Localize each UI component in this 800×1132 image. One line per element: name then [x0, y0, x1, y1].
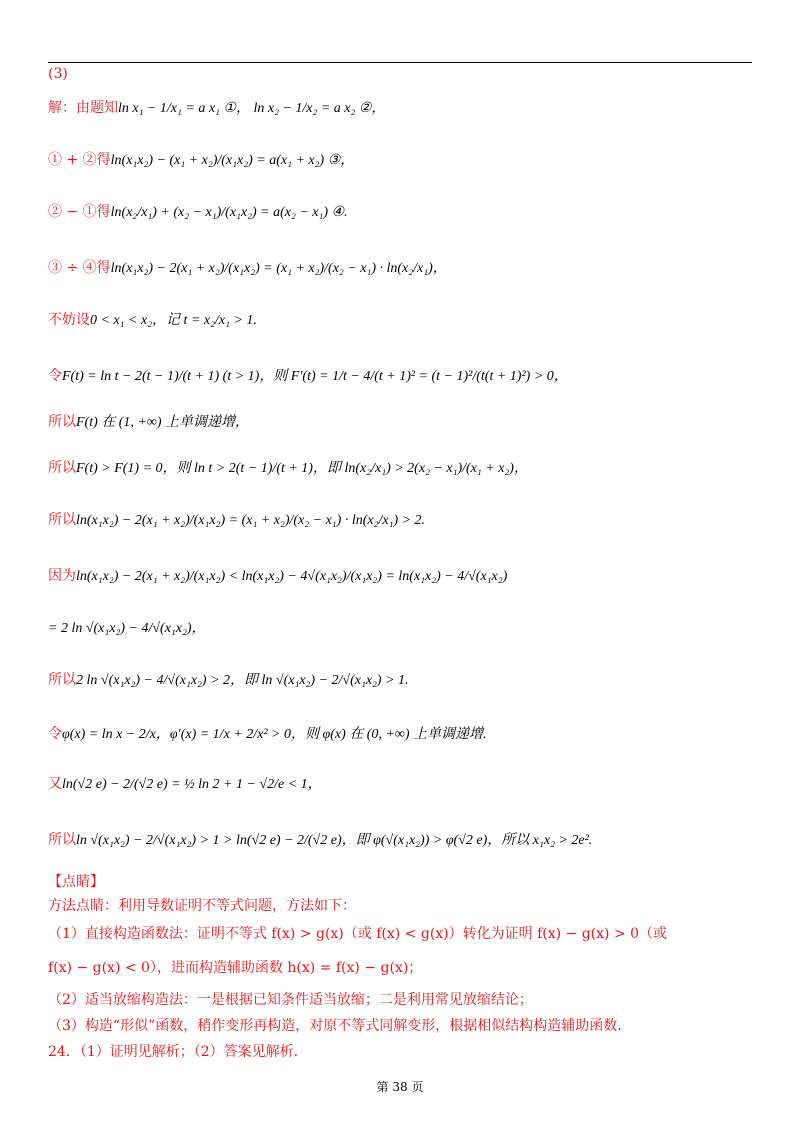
solution-line-14: 又ln(√2 e) − 2/(√2 e) = ½ ln 2 + 1 − √2/e < 1，	[48, 776, 322, 792]
answer-24: 24．（1）证明见解析；（2）答案见解析.	[48, 1044, 299, 1060]
solution-line-9: 所以ln(x₁x₂) − 2(x₁ + x₂)/(x₁x₂) = (x₁ + x₂)/(x₂ − x₁) · ln(x₂/x₁) > 2.	[48, 512, 426, 528]
solution-line-12: 所以2 ln √(x₁x₂) − 4/√(x₁x₂) > 2，即 ln √(x₁x₂) − 2/√(x₁x₂) > 1.	[48, 672, 409, 688]
solution-line-10: 因为ln(x₁x₂) − 2(x₁ + x₂)/(x₁x₂) < ln(x₁x₂) − 4√(x₁x₂)/(x₁x₂) = ln(x₁x₂) − 4/√(x₁x₂)	[48, 568, 508, 584]
solution-line-1: 解：由题知ln x₁ − 1/x₁ = a x₁ ①， ln x₂ − 1/x₂ = a x₂ ②，	[48, 100, 386, 116]
tip-line-4: （2）适当放缩构造法：一是根据已知条件适当放缩；二是利用常见放缩结论；	[48, 992, 533, 1008]
solution-line-4: ③ ÷ ④得ln(x₁x₂) − 2(x₁ + x₂)/(x₁x₂) = (x₁ + x₂)/(x₂ − x₁) · ln(x₂/x₁)，	[48, 260, 447, 276]
page-number: 第 38 页	[376, 1080, 424, 1094]
solution-line-15: 所以ln √(x₁x₂) − 2/√(x₁x₂) > 1 > ln(√2 e) − 2/(√2 e)，即 φ(√(x₁x₂)) > φ(√2 e)，所以 x₁x₂ > 2e².	[48, 832, 593, 848]
solution-line-8: 所以F(t) > F(1) = 0，则 ln t > 2(t − 1)/(t + 1)，即 ln(x₂/x₁) > 2(x₂ − x₁)/(x₁ + x₂)，	[48, 460, 528, 476]
tip-line-3: f(x) − g(x) < 0），进而构造辅助函数 h(x) = f(x) − g(x)；	[48, 960, 423, 976]
solution-line-7: 所以F(t) 在 (1, +∞) 上单调递增，	[48, 414, 250, 430]
solution-line-5: 不妨设0 < x₁ < x₂，记 t = x₂/x₁ > 1.	[48, 312, 257, 328]
solution-line-6: 令F(t) = ln t − 2(t − 1)/(t + 1) (t > 1)，则 F′(t) = 1/t − 4/(t + 1)² = (t − 1)²/(t(t + 1)²) > 0，	[48, 368, 568, 384]
solution-line-3: ② − ①得ln(x₂/x₁) + (x₂ − x₁)/(x₁x₂) = a(x₂ − x₁) ④.	[48, 204, 348, 220]
tip-title: 【点睛】	[48, 874, 104, 890]
tip-line-5: （3）构造“形似”函数，稍作变形再构造，对原不等式同解变形，根据相似结构构造辅助函数.	[48, 1018, 622, 1034]
solution-line-13: 令φ(x) = ln x − 2/x，φ′(x) = 1/x + 2/x² > 0，则 φ(x) 在 (0, +∞) 上单调递增.	[48, 726, 487, 742]
tip-line-2: （1）直接构造函数法：证明不等式 f(x) > g(x)（或 f(x) < g(x)）转化为证明 f(x) − g(x) > 0（或	[48, 926, 668, 942]
header-rule	[48, 62, 752, 63]
solution-line-2: ① + ②得ln(x₁x₂) − (x₁ + x₂)/(x₁x₂) = a(x₁ + x₂) ③，	[48, 152, 355, 168]
tip-line-1: 方法点睛：利用导数证明不等式问题，方法如下：	[48, 898, 356, 914]
solution-line-11: = 2 ln √(x₁x₂) − 4/√(x₁x₂)，	[48, 621, 206, 636]
section-label: (3)	[48, 66, 68, 82]
